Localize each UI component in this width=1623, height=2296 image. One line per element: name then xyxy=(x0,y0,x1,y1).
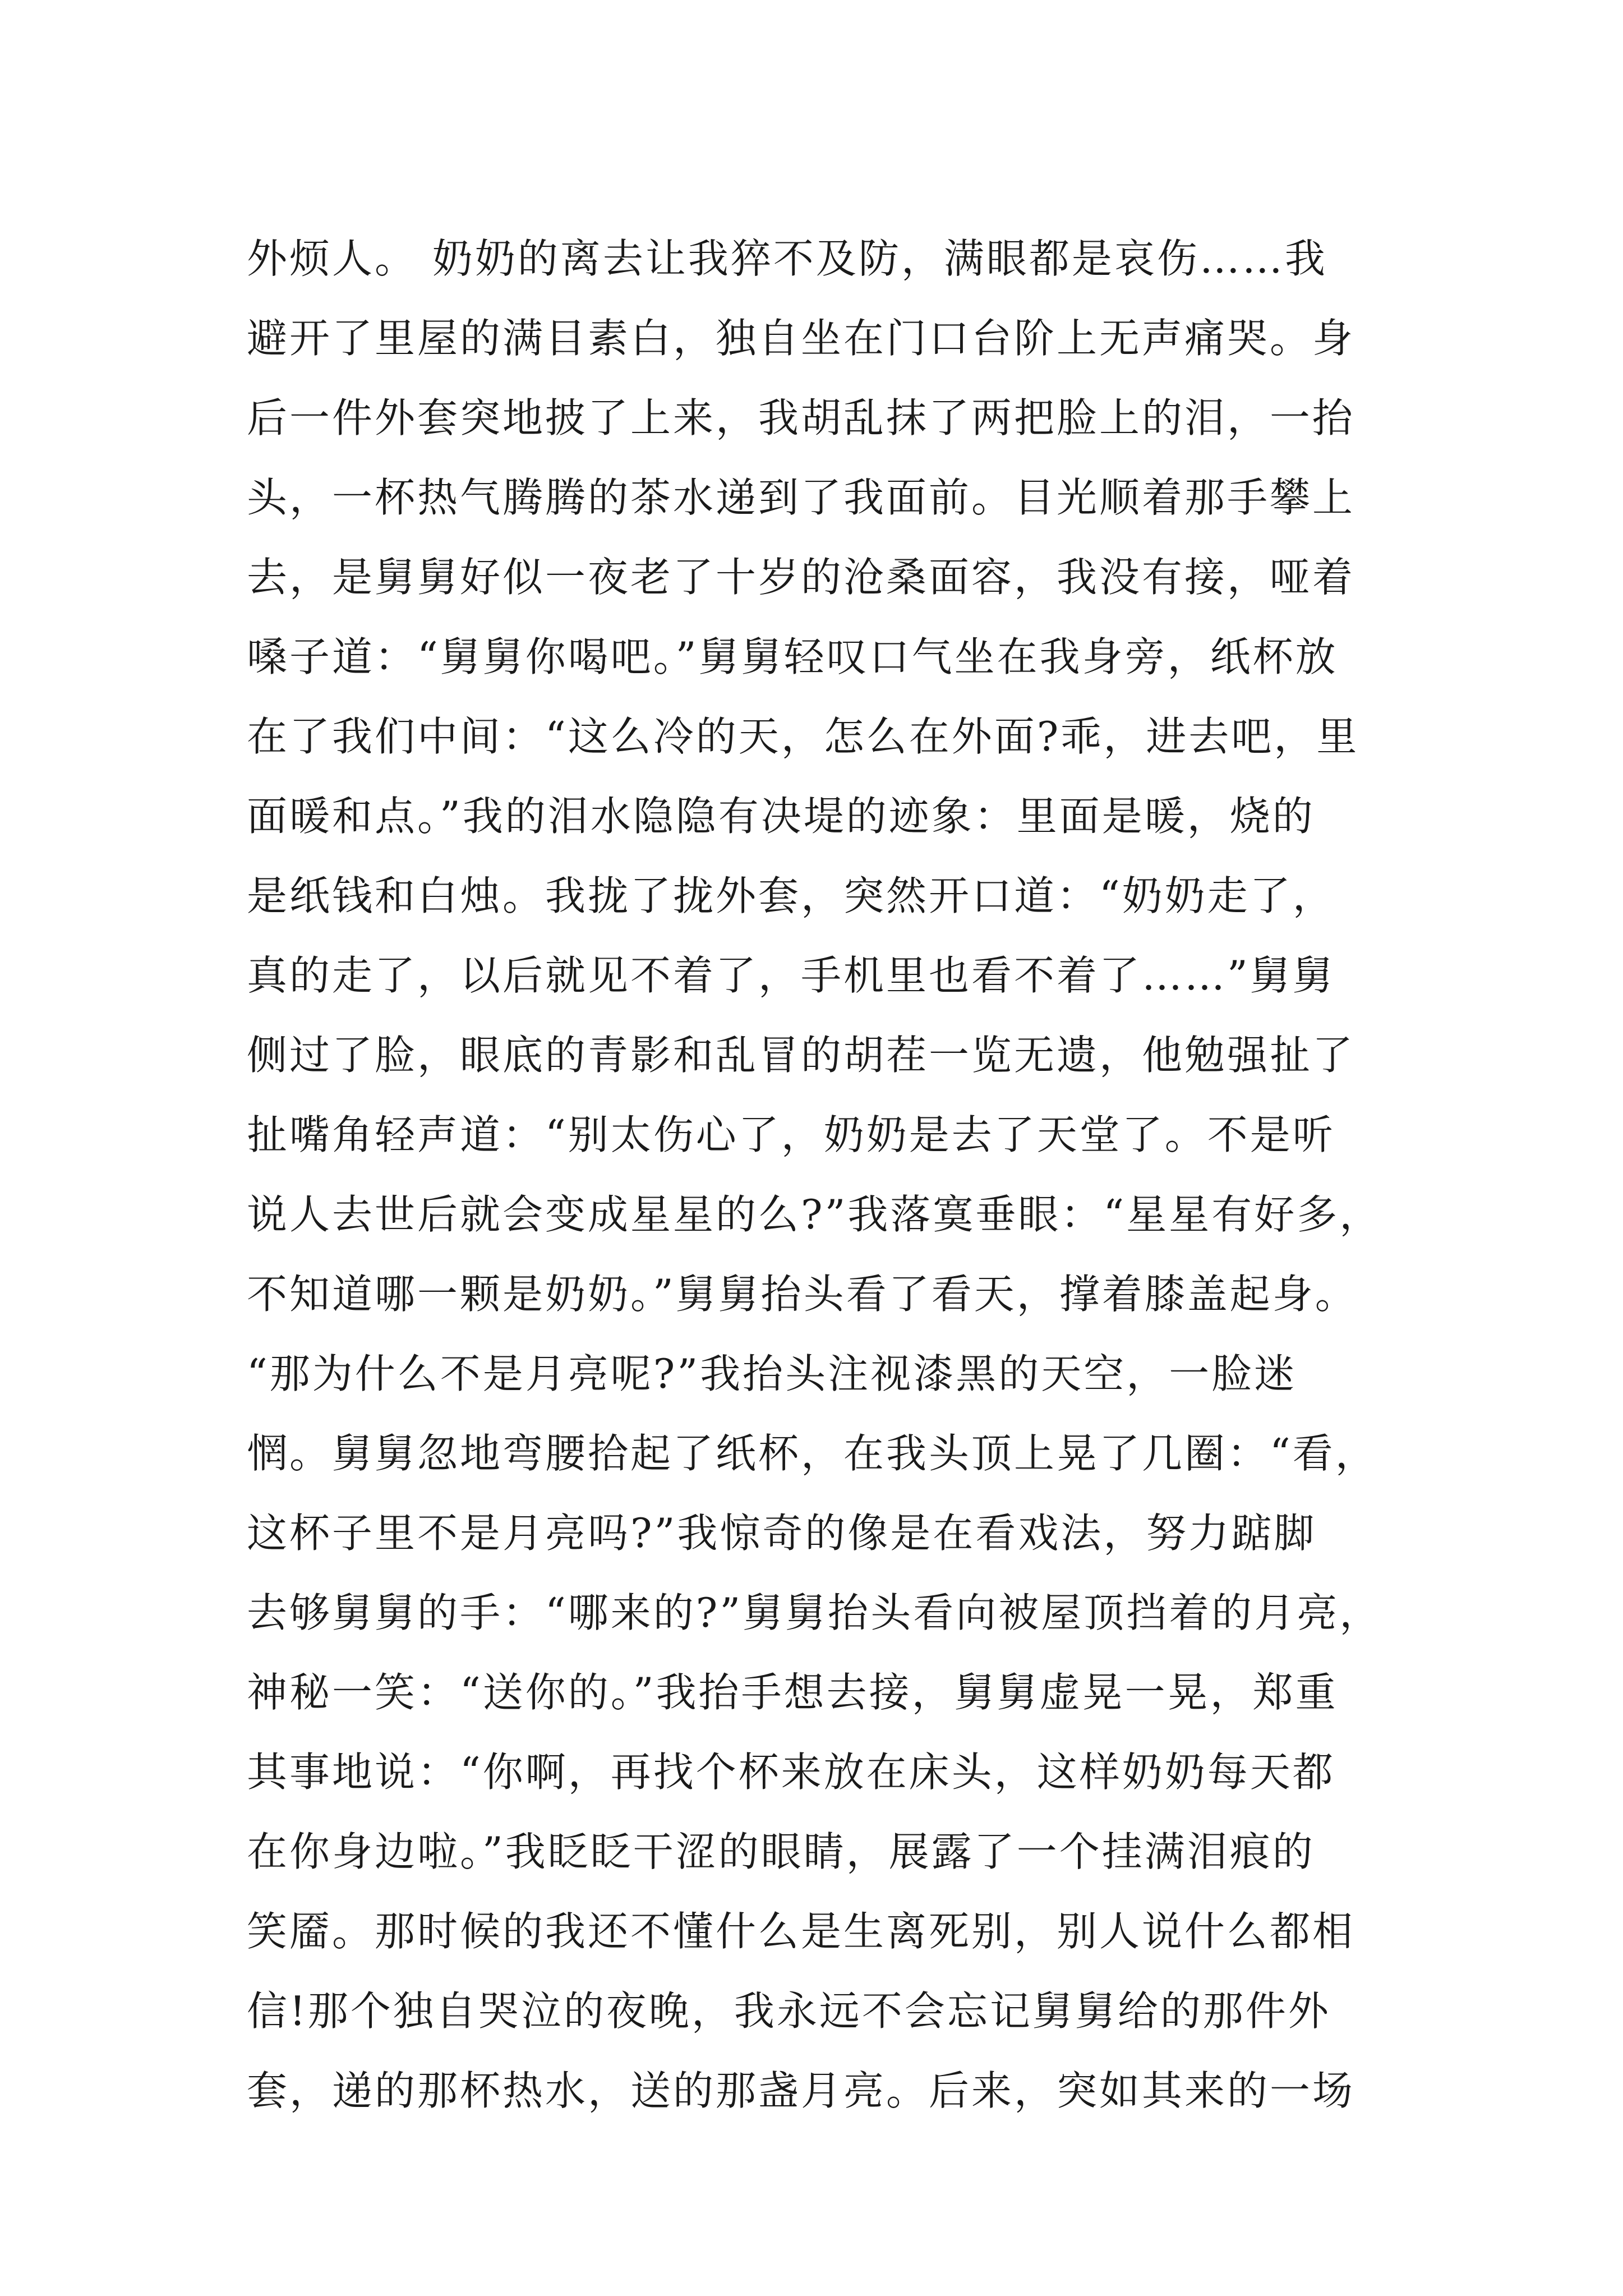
text-line-7: 在了我们中间：“这么冷的天，怎么在外面?乖，进去吧，里 xyxy=(247,713,1359,760)
text-line-9: 是纸钱和白烛。我拢了拢外套，突然开口道：“奶奶走了， xyxy=(247,872,1335,919)
text-line-1: 外烦人。 奶奶的离去让我猝不及防，满眼都是哀伤……我 xyxy=(247,235,1327,282)
text-line-15: “那为什么不是月亮呢?”我抬头注视漆黑的天空，一脸迷 xyxy=(247,1350,1297,1397)
text-line-22: 笑靥。那时候的我还不懂什么是生离死别，别人说什么都相 xyxy=(247,1908,1355,1955)
text-line-13: 说人去世后就会变成星星的么?”我落寞垂眼：“星星有好多， xyxy=(247,1191,1382,1238)
text-line-16: 惘。舅舅忽地弯腰拾起了纸杯，在我头顶上晃了几圈：“看， xyxy=(247,1430,1378,1477)
text-line-23: 信!那个独自哭泣的夜晚，我永远不会忘记舅舅给的那件外 xyxy=(247,1987,1331,2035)
text-line-18: 去够舅舅的手：“哪来的?”舅舅抬头看向被屋顶挡着的月亮， xyxy=(247,1589,1382,1636)
text-line-19: 神秘一笑：“送你的。”我抬手想去接，舅舅虚晃一晃，郑重 xyxy=(247,1669,1338,1716)
text-line-20: 其事地说：“你啊，再找个杯来放在床头，这样奶奶每天都 xyxy=(247,1749,1335,1796)
text-line-12: 扯嘴角轻声道：“别太伤心了，奶奶是去了天堂了。不是听 xyxy=(247,1111,1335,1158)
text-line-24: 套，递的那杯热水，送的那盏月亮。后来，突如其来的一场 xyxy=(247,2067,1355,2114)
text-line-14: 不知道哪一颗是奶奶。”舅舅抬头看了看天，撑着膝盖起身。 xyxy=(247,1271,1358,1318)
text-line-10: 真的走了，以后就见不着了，手机里也看不着了……”舅舅 xyxy=(247,952,1335,999)
text-line-17: 这杯子里不是月亮吗?”我惊奇的像是在看戏法，努力踮脚 xyxy=(247,1510,1317,1557)
text-line-3: 后一件外套突地披了上来，我胡乱抹了两把脸上的泪，一抬 xyxy=(247,394,1355,441)
text-line-11: 侧过了脸，眼底的青影和乱冒的胡茬一览无遗，他勉强扯了 xyxy=(247,1032,1355,1079)
text-line-2: 避开了里屋的满目素白，独自坐在门口台阶上无声痛哭。身 xyxy=(247,315,1355,362)
text-line-21: 在你身边啦。”我眨眨干涩的眼睛，展露了一个挂满泪痕的 xyxy=(247,1828,1315,1875)
body-text xyxy=(247,219,1441,2131)
text-line-6: 嗓子道：“舅舅你喝吧。”舅舅轻叹口气坐在我身旁，纸杯放 xyxy=(247,633,1338,680)
text-line-4: 头，一杯热气腾腾的茶水递到了我面前。目光顺着那手攀上 xyxy=(247,474,1355,521)
text-line-5: 去，是舅舅好似一夜老了十岁的沧桑面容，我没有接，哑着 xyxy=(247,554,1355,601)
text-line-8: 面暖和点。”我的泪水隐隐有决堤的迹象：里面是暖，烧的 xyxy=(247,793,1315,840)
